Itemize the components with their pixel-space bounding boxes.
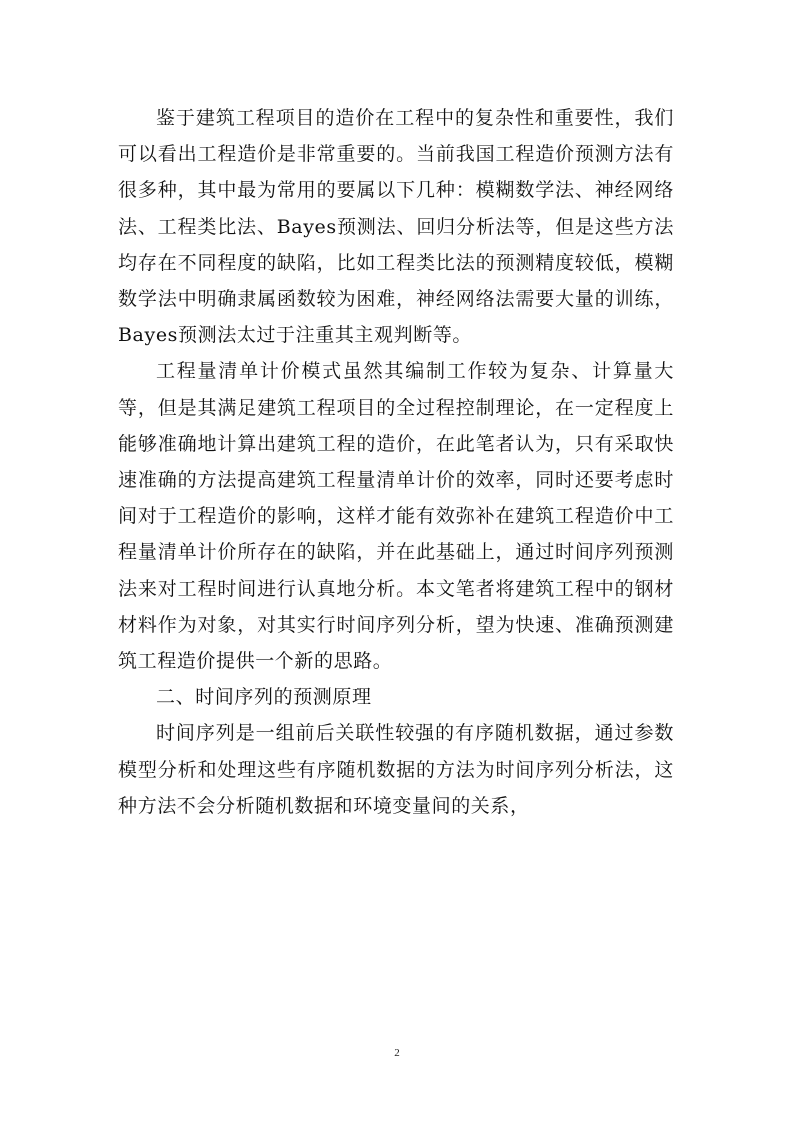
paragraph-cost-prediction-methods: 鉴于建筑工程项目的造价在工程中的复杂性和重要性，我们可以看出工程造价是非常重要的。当前我国工程造价预测方法有很多种，其中最为常用的要属以下几种：模糊数学法、神经网络法、工程类比法、Bayes预测法、回归分析法等，但是这些方法均存在不同程度的缺陷，比如工程类比法的预测精度较低，模糊数学法中明确隶属函数较为困难，神经网络法需要大量的训练，Bayes预测法太过于注重其主观判断等。 [118, 107, 674, 347]
section-heading: 二、时间序列的预测原理 [156, 686, 372, 709]
paragraph-time-series: 时间序列是一组前后关联性较强的有序随机数据，通过参数模型分析和处理这些有序随机数据的方法为时间序列分析法，这种方法不会分析随机数据和环境变量间的关系， [118, 722, 674, 817]
page-number: 2 [394, 1047, 400, 1059]
document-page [118, 100, 674, 824]
paragraph-bill-of-quantities: 工程量清单计价模式虽然其编制工作较为复杂、计算量大等，但是其满足建筑工程项目的全过程控制理论，在一定程度上能够准确地计算出建筑工程的造价，在此笔者认为，只有采取快速准确的方法提高建筑工程量清单计价的效率，同时还要考虑时间对于工程造价的影响，这样才能有效弥补在建筑工程造价中工程量清单计价所存在的缺陷，并在此基础上，通过时间序列预测法来对工程时间进行认真地分析。本文笔者将建筑工程中的钢材材料作为对象，对其实行时间序列分析，望为快速、准确预测建筑工程造价提供一个新的思路。 [118, 360, 674, 673]
